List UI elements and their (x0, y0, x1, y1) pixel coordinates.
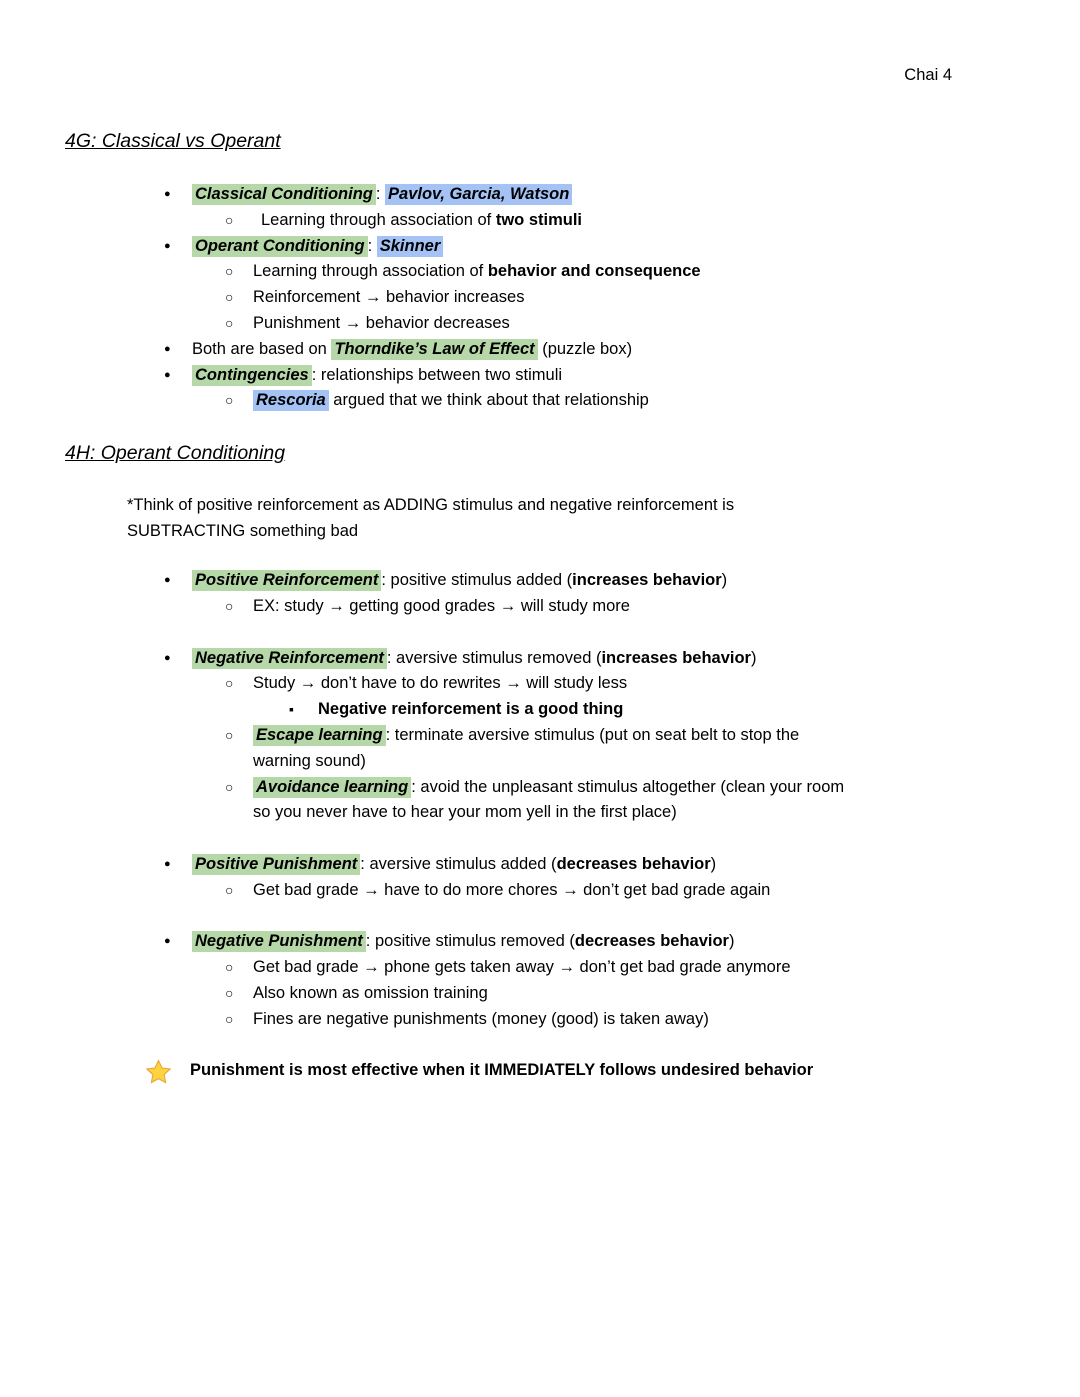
bullet-circle-icon: ○ (225, 1010, 234, 1027)
list-item-text: EX: study → getting good grades → will study more (253, 596, 630, 615)
list-item (65, 929, 952, 955)
list-item (65, 723, 952, 775)
list-item-text: Get bad grade → phone gets taken away → don’t get bad grade anymore (253, 958, 791, 977)
list-item-text: Negative reinforcement is a good thing (318, 700, 624, 719)
bullet-circle-icon: ○ (225, 881, 234, 898)
list-item (65, 775, 952, 827)
list-item-text: Negative Punishment : positive stimulus removed (decreases behavior) (192, 931, 734, 952)
list-item (65, 234, 952, 260)
bullet-disc-icon: ● (164, 574, 171, 587)
list-item-text: Negative Reinforcement : aversive stimulus removed (increases behavior) (192, 648, 756, 669)
list-item-text: Reinforcement → behavior increases (253, 288, 525, 307)
list-item-text: Punishment → behavior decreases (253, 313, 510, 332)
list-item-text: Contingencies : relationships between two stimuli (192, 365, 562, 386)
document-body (65, 128, 952, 1084)
list-item (65, 594, 952, 620)
list-item-text: Positive Punishment : aversive stimulus added (decreases behavior) (192, 854, 716, 875)
bullet-disc-icon: ● (164, 188, 171, 200)
bullet-disc-icon: ● (164, 651, 171, 664)
bullet-circle-icon: ○ (225, 211, 234, 228)
bullet-disc-icon: ● (164, 239, 171, 252)
list-item-text: Escape learning : terminate aversive stimulus (put on seat belt to stop the warning sound) (253, 725, 800, 770)
list-item (65, 646, 952, 672)
bullet-circle-icon: ○ (225, 289, 234, 306)
bullet-disc-icon: ● (164, 368, 171, 381)
page-header-author: Chai 4 (904, 66, 952, 84)
list-item-text: Learning through association of two stimuli (261, 210, 582, 229)
bullet-list (65, 568, 952, 1084)
bullet-square-icon: ▪ (289, 701, 294, 718)
list-item (65, 878, 952, 904)
list-item (65, 311, 952, 337)
bullet-disc-icon: ● (164, 857, 171, 870)
list-item-text: Get bad grade → have to do more chores → don’t get bad grade again (253, 880, 771, 899)
list-item-text: Both are based on Thorndike’s Law of Effect (puzzle box) (192, 339, 633, 358)
list-item-text: Operant Conditioning : Skinner (192, 236, 443, 257)
list-item (65, 259, 952, 285)
list-item-text: Classical Conditioning : Pavlov, Garcia, Watson (192, 184, 572, 205)
list-item-text: Study → don’t have to do rewrites → will study less (253, 674, 628, 693)
list-item (65, 337, 952, 363)
bullet-circle-icon: ○ (225, 314, 234, 331)
bullet-circle-icon: ○ (225, 778, 234, 795)
section-heading: 4H: Operant Conditioning (65, 442, 286, 465)
list-item (65, 208, 952, 234)
line-spacer (65, 904, 952, 930)
list-item (65, 671, 952, 697)
bullet-circle-icon: ○ (225, 959, 234, 976)
note-paragraph: *Think of positive reinforcement as ADDING stimulus and negative reinforcement is SUBTRACTING something bad (127, 496, 735, 541)
list-item-text: Avoidance learning : avoid the unpleasant stimulus altogether (clean your room so you never have to hear your mom yell in the first place) (253, 777, 845, 822)
bullet-circle-icon: ○ (225, 263, 234, 280)
list-item-text: Learning through association of behavior and consequence (253, 262, 701, 281)
bullet-circle-icon: ○ (225, 726, 234, 743)
bullet-disc-icon: ● (164, 342, 171, 355)
bullet-circle-icon: ○ (225, 392, 234, 409)
list-item (65, 1007, 952, 1033)
list-item (65, 955, 952, 981)
list-item-text: Punishment is most effective when it IMMEDIATELY follows undesired behavior (190, 1061, 814, 1080)
bullet-circle-icon: ○ (225, 675, 234, 692)
list-item (65, 697, 952, 723)
list-item-text: Rescoria argued that we think about that relationship (253, 390, 649, 411)
key-point-line (65, 1058, 952, 1084)
list-item (65, 568, 952, 594)
bullet-list (65, 182, 952, 414)
bullet-circle-icon: ○ (225, 597, 234, 614)
list-item-text: Also known as omission training (253, 983, 488, 1002)
list-item (65, 363, 952, 389)
list-item (65, 981, 952, 1007)
bullet-circle-icon: ○ (225, 984, 234, 1001)
line-spacer (65, 620, 952, 646)
list-item-text: Positive Reinforcement : positive stimulus added (increases behavior) (192, 570, 727, 591)
bullet-disc-icon: ● (164, 935, 171, 948)
star-icon (145, 1059, 173, 1085)
line-spacer (65, 1033, 952, 1059)
list-item (65, 285, 952, 311)
list-item (65, 388, 952, 414)
list-item (65, 182, 952, 208)
section-heading: 4G: Classical vs Operant (65, 130, 281, 152)
list-item (65, 852, 952, 878)
line-spacer (65, 826, 952, 852)
list-item-text: Fines are negative punishments (money (good) is taken away) (253, 1009, 709, 1028)
